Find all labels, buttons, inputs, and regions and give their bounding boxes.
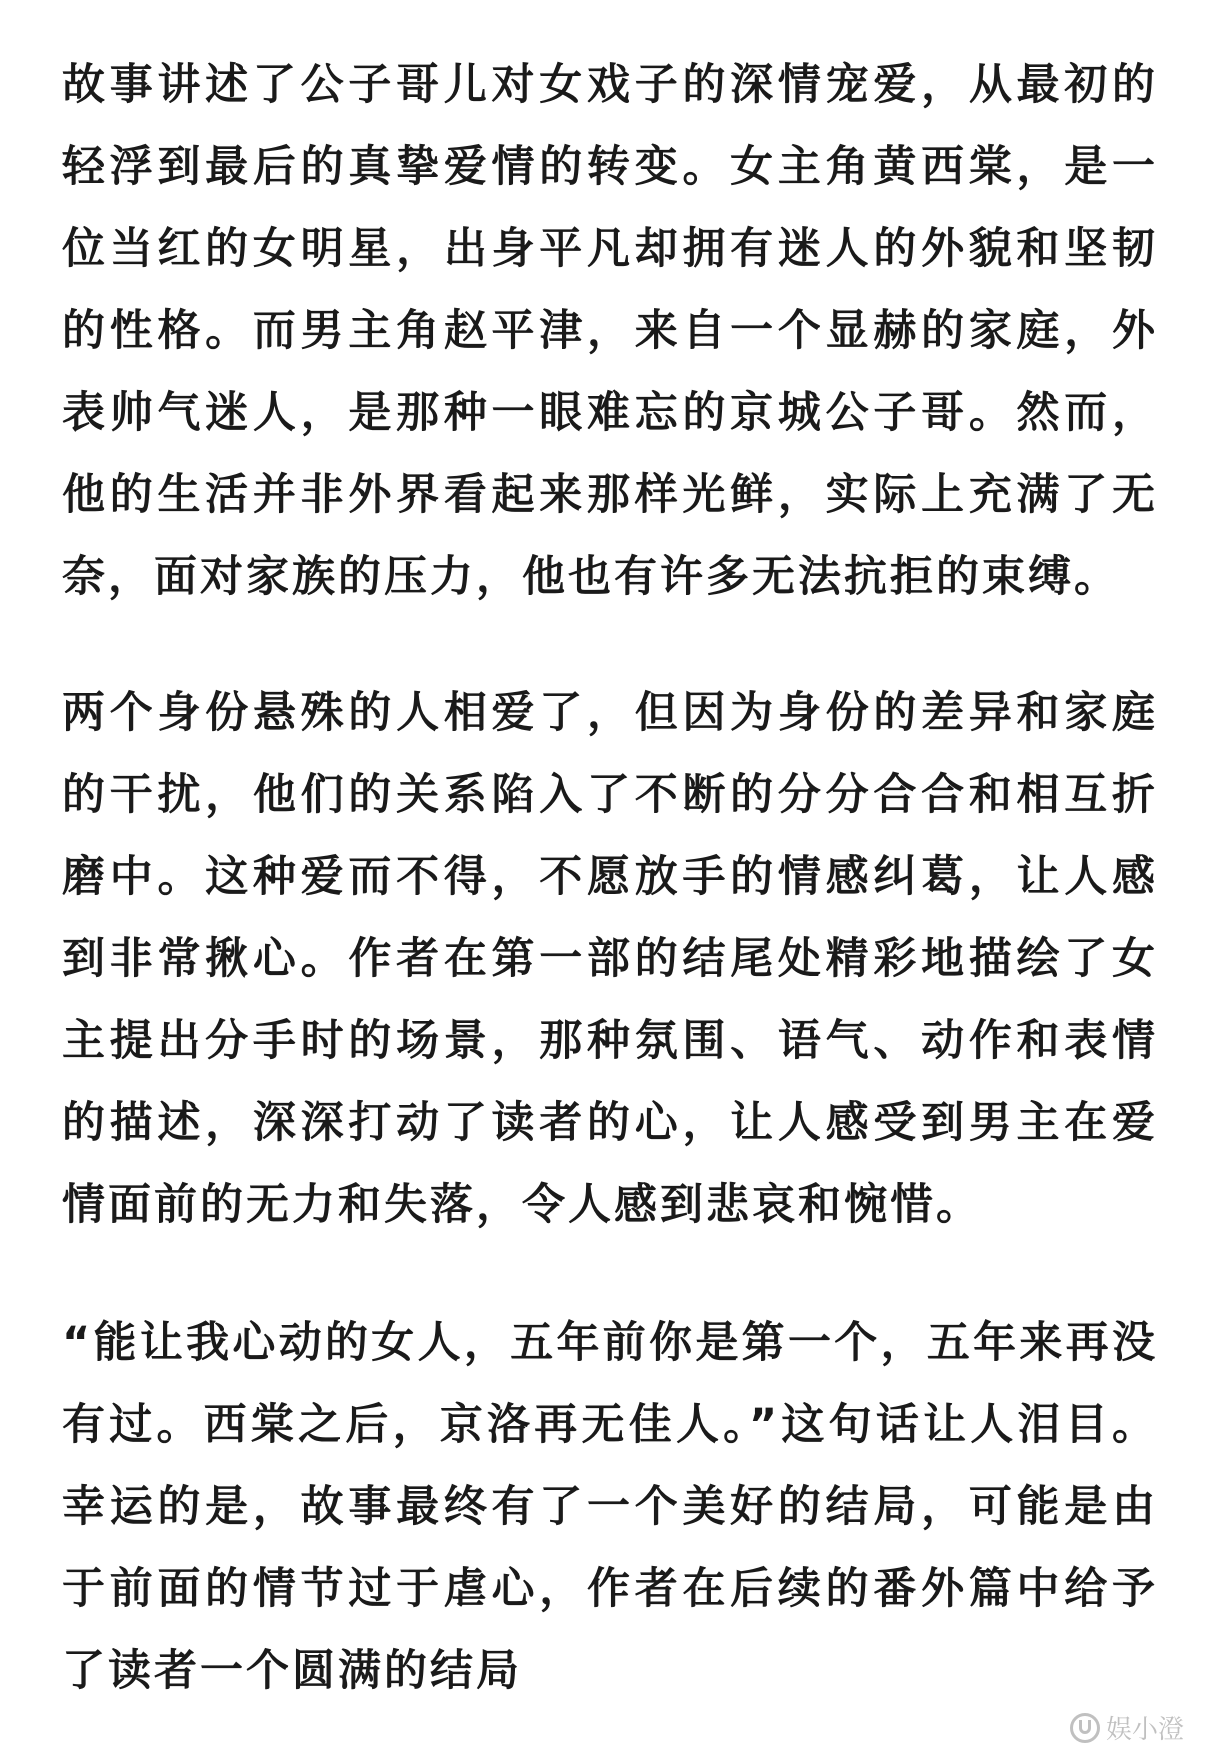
paragraph-3: “能让我心动的女人，五年前你是第一个，五年来再没有过。西棠之后，京洛再无佳人。”这句话让人泪目。幸运的是，故事最终有了一个美好的结局，可能是由于前面的情节过于虐心，作者在后续的番外篇中给予了读者一个圆满的结局: [62, 1318, 1158, 1696]
watermark-text: 娱小澄: [1105, 1715, 1184, 1745]
weibo-logo-icon: [1070, 1713, 1100, 1743]
article-body: [62, 44, 1158, 1712]
watermark: [1070, 1709, 1184, 1746]
paragraph-2: 两个身份悬殊的人相爱了，但因为身份的差异和家庭的干扰，他们的关系陷入了不断的分分合合和相互折磨中。这种爱而不得，不愿放手的情感纠葛，让人感到非常揪心。作者在第一部的结尾处精彩地描绘了女主提出分手时的场景，那种氛围、语气、动作和表情的描述，深深打动了读者的心，让人感受到男主在爱情面前的无力和失落，令人感到悲哀和惋惜。: [62, 688, 1158, 1230]
paragraph-1: 故事讲述了公子哥儿对女戏子的深情宠爱，从最初的轻浮到最后的真挚爱情的转变。女主角黄西棠，是一位当红的女明星，出身平凡却拥有迷人的外貌和坚韧的性格。而男主角赵平津，来自一个显赫的家庭，外表帅气迷人，是那种一眼难忘的京城公子哥。然而，他的生活并非外界看起来那样光鲜，实际上充满了无奈，面对家族的压力，他也有许多无法抗拒的束缚。: [62, 60, 1158, 602]
